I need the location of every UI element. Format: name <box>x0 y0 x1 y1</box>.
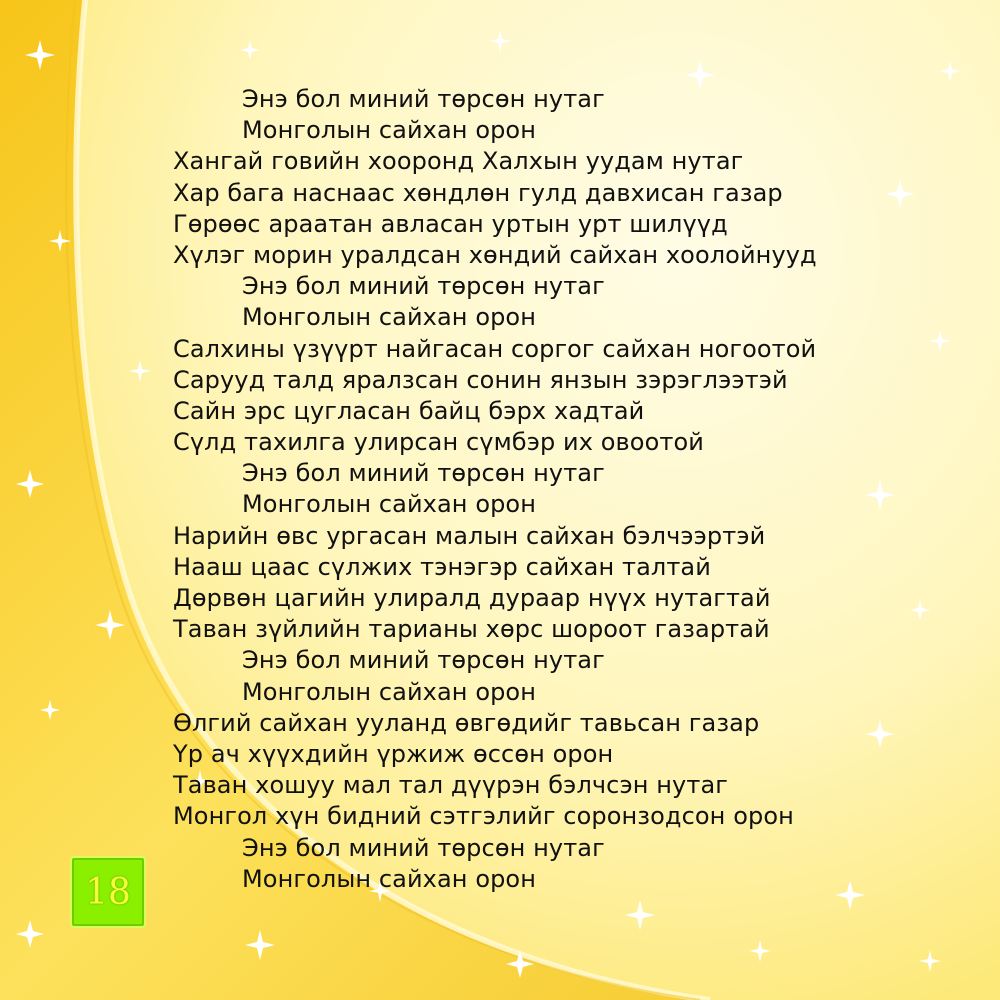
poem-line: Гөрөөс араатан авласан уртын урт шилүүд <box>173 209 728 238</box>
poem-line: Монголын сайхан орон <box>242 677 537 706</box>
poem-line: Нааш цаас сүлжих тэнэгэр сайхан талтай <box>173 552 711 581</box>
poem-line: Монголын сайхан орон <box>242 116 537 145</box>
poem-line: Нарийн өвс ургасан малын сайхан бэлчээртэй <box>173 521 766 550</box>
poem-line: Үр ач хүүхдийн үржиж өссөн орон <box>173 739 614 768</box>
poem-line: Сайн эрс цугласан байц бэрх хадтай <box>173 396 645 425</box>
poem-line: Энэ бол миний төрсөн нутаг <box>242 85 605 113</box>
poem-line: Өлгий сайхан ууланд өвгөдийг тавьсан газар <box>173 708 760 737</box>
poem-line: Монголын сайхан орон <box>242 303 537 332</box>
poem-line: Энэ бол миний төрсөн нутаг <box>242 833 605 862</box>
page-number: 18 <box>85 871 131 913</box>
poem-line: Энэ бол миний төрсөн нутаг <box>242 272 605 301</box>
poem-line: Сарууд талд яралзсан сонин янзын зэрэглээтэй <box>173 365 788 394</box>
poem-line: Таван хошуу мал тал дүүрэн бэлчсэн нутаг <box>173 771 728 800</box>
poem-line: Монголын сайхан орон <box>242 490 537 519</box>
poem-line: Хүлэг морин уралдсан хөндий сайхан хоолойнууд <box>173 240 817 269</box>
page-number-badge <box>70 856 146 928</box>
poem-line: Энэ бол миний төрсөн нутаг <box>242 646 605 675</box>
poem-line: Дөрвөн цагийн улиралд дураар нүүх нутагтай <box>173 584 771 612</box>
poem-line: Монгол хүн бидний сэтгэлийг соронзодсон орон <box>173 802 794 831</box>
poem-line: Салхины үзүүрт найгасан соргог сайхан ногоотой <box>173 334 817 363</box>
poem-line: Монголын сайхан орон <box>242 864 537 893</box>
poem-line: Энэ бол миний төрсөн нутаг <box>242 459 605 488</box>
poem-text <box>173 84 817 895</box>
poem-line: Сүлд тахилга улирсан сүмбэр их овоотой <box>173 428 704 457</box>
poem-line: Хар бага наснаас хөндлөн гулд давхисан газар <box>173 178 783 207</box>
poem-line: Хангай говийн хооронд Халхын уудам нутаг <box>173 147 744 176</box>
poem-line: Таван зүйлийн тарианы хөрс шороот газартай <box>173 615 770 644</box>
